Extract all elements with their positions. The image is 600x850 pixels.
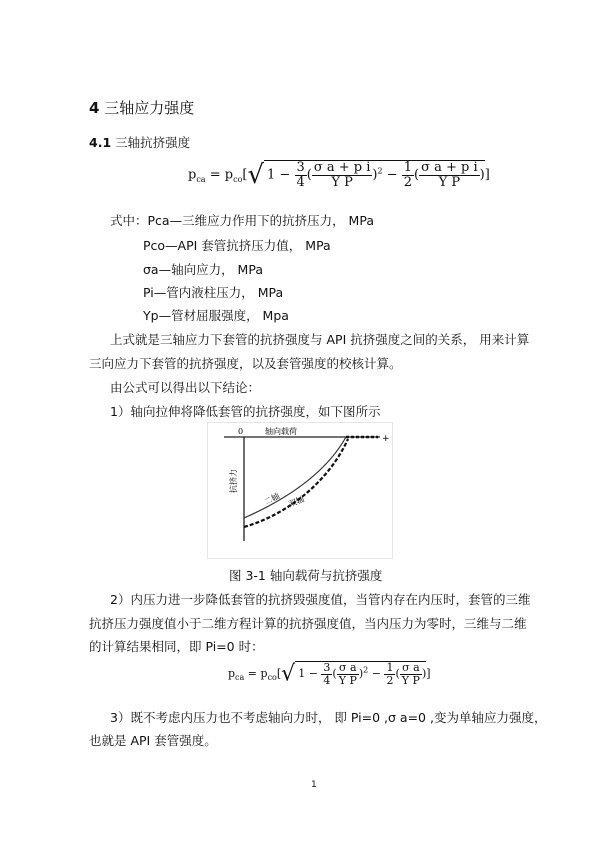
frac-num: 1 [386, 661, 394, 674]
formula-eq: = [209, 167, 221, 183]
formula-power: 2 [363, 665, 369, 675]
definitions-intro-line [110, 211, 374, 229]
definition-item: Pco—API 套管抗挤压力值， MPa [143, 238, 331, 253]
formula-one: 1 [267, 167, 276, 183]
point-1: 1）轴向拉伸将降低套管的抗挤强度，如下图所示 [110, 404, 381, 419]
section-number: 4 [89, 99, 100, 117]
section-title: 三轴应力强度 [104, 99, 195, 117]
frac-num: σ a + p i [421, 160, 478, 175]
formula-p-sub: co [267, 673, 277, 683]
formula-bracket-right: ] [484, 167, 490, 183]
formula-bracket-right: ] [426, 667, 431, 681]
formula-frac-3-4 [295, 161, 307, 189]
formula-power: 2 [377, 166, 383, 176]
axial-load-chart [208, 423, 392, 558]
formula-p-sub: co [233, 175, 243, 185]
collapse-force-label: 抗挤力 [229, 469, 238, 493]
triaxial-curve [244, 439, 348, 527]
formula-minus-2: − [386, 167, 398, 183]
formula-minus: − [308, 667, 318, 681]
paragraph-line: 上式就是三轴应力下套管的抗挤强度与 API 抗挤强度之间的关系， 用来计算 [110, 332, 530, 347]
frac-num: σ a [402, 661, 420, 674]
paragraph-line: 抗挤压力强度值小于二维方程计算的抗挤强度值，当内压力为零时，三维与二维 [89, 616, 527, 631]
frac-den: Y P [338, 673, 357, 687]
page-number: 1 [311, 780, 317, 790]
formula-lhs: p [188, 167, 197, 183]
frac-den: 2 [403, 174, 413, 190]
frac-den: Y P [401, 673, 420, 687]
formula-triaxial: $p_{ca} = p_{co}[√$ 1 − $\frac{3}{4}$ ( $\frac{\text{σ a + p i}}{\text{Y P}}$ )$^2$ − $\frac{1}{2}$ ( $\frac{\text{σ a + p i}}{\text{Y P}}$ )] [188, 160, 490, 191]
figure-caption: 图 3-1 轴向载荷与抗挤强度 [229, 568, 383, 583]
formula-p: p [260, 667, 268, 681]
formula-inner-frac [312, 161, 373, 189]
frac-den: Y P [331, 174, 353, 190]
definition-item: Pi—管内液柱压力， MPa [143, 285, 284, 300]
formula-eq: = [247, 667, 258, 681]
section-heading [89, 97, 194, 118]
subsection-number: 4.1 [89, 135, 112, 150]
paragraph-line: 的计算结果相同，即 Pi=0 时： [89, 639, 264, 654]
frac-num: 3 [296, 160, 305, 175]
frac-num: 3 [323, 661, 331, 674]
formula-lhs: p [228, 667, 236, 681]
formula-inner-frac-2 [419, 161, 480, 189]
frac-den: Y P [438, 174, 461, 190]
definitions-intro: 式中： [110, 213, 148, 228]
biaxial-label: 二轴 [262, 491, 282, 507]
frac-den: 4 [323, 673, 331, 687]
frac-num: 1 [403, 160, 413, 175]
paragraph-line: 2）内压力进一步降低套管的抗挤毁强度值，当管内存在内压时，套管的三维 [110, 592, 531, 607]
formula-lhs-sub: ca [196, 175, 206, 185]
paragraph-line: 也就是 API 套管强度。 [89, 733, 217, 748]
formula-inner-frac [337, 662, 359, 686]
formula-minus: − [279, 167, 291, 183]
axial-load-figure [207, 422, 393, 559]
formula-minus-2: − [371, 667, 381, 681]
conclusion-intro: 由公式可以得出以下结论： [110, 380, 261, 395]
paragraph-line: 3）既不考虑内压力也不考虑轴向力时， 即 Pi=0 ,σ a=0 ,变为单轴应力强度， [110, 710, 547, 725]
definition-item: Yp—管材屈服强度， Mpa [143, 308, 289, 323]
plus-label: + [382, 434, 390, 444]
formula-bracket-left: [ [242, 167, 248, 183]
formula-lhs-sub: ca [235, 673, 245, 683]
frac-den: 2 [386, 673, 394, 687]
formula-biaxial: $p_{ca} = p_{co}[√$ 1 − $\frac{3}{4}$ ( $\frac{\text{σ a}}{\text{Y P}}$ )$^2$ − $\frac{1}{2}$ ( $\frac{\text{σ a}}{\text{Y P}}$ )] [228, 661, 431, 687]
paragraph-line: 三向应力下套管的抗挤强度，以及套管强度的校核计算。 [89, 356, 402, 371]
subsection-title: 三轴抗挤强度 [115, 135, 191, 150]
formula-sqrt-body: 1 − $\frac{3}{4}$ ( $\frac{\text{σ a + p i}}{\text{Y P}}$ )$^2$ − $\frac{1}{2}$ ( $\frac{\text{σ a + p i}}{\text{Y P}}$ ) [264, 160, 485, 189]
formula-p: p [224, 167, 234, 183]
formula-sqrt-body: 1 − $\frac{3}{4}$ ( $\frac{\text{σ a}}{\text{Y P}}$ )$^2$ − $\frac{1}{2}$ ( $\frac{\text{σ a}}{\text{Y P}}$ ) [295, 661, 426, 686]
frac-den: 4 [296, 174, 305, 190]
formula-frac-3-4 [321, 662, 332, 686]
definition-item: Pca—三维应力作用下的抗挤压力， MPa [147, 213, 374, 228]
frac-num: σ a [339, 661, 357, 674]
zero-label: 0 [238, 427, 244, 436]
axial-load-label: 轴向载荷 [265, 427, 297, 436]
formula-frac-1-2 [384, 662, 395, 686]
triaxial-label: 双轴 [287, 494, 306, 509]
subsection-heading [89, 133, 190, 151]
formula-one: 1 [298, 667, 306, 681]
definition-item: σa—轴向应力， MPa [143, 262, 263, 277]
formula-bracket-left: [ [276, 667, 282, 681]
formula-frac-1-2 [402, 161, 414, 189]
frac-num: σ a + p i [313, 160, 371, 175]
formula-inner-frac-2 [400, 662, 422, 686]
